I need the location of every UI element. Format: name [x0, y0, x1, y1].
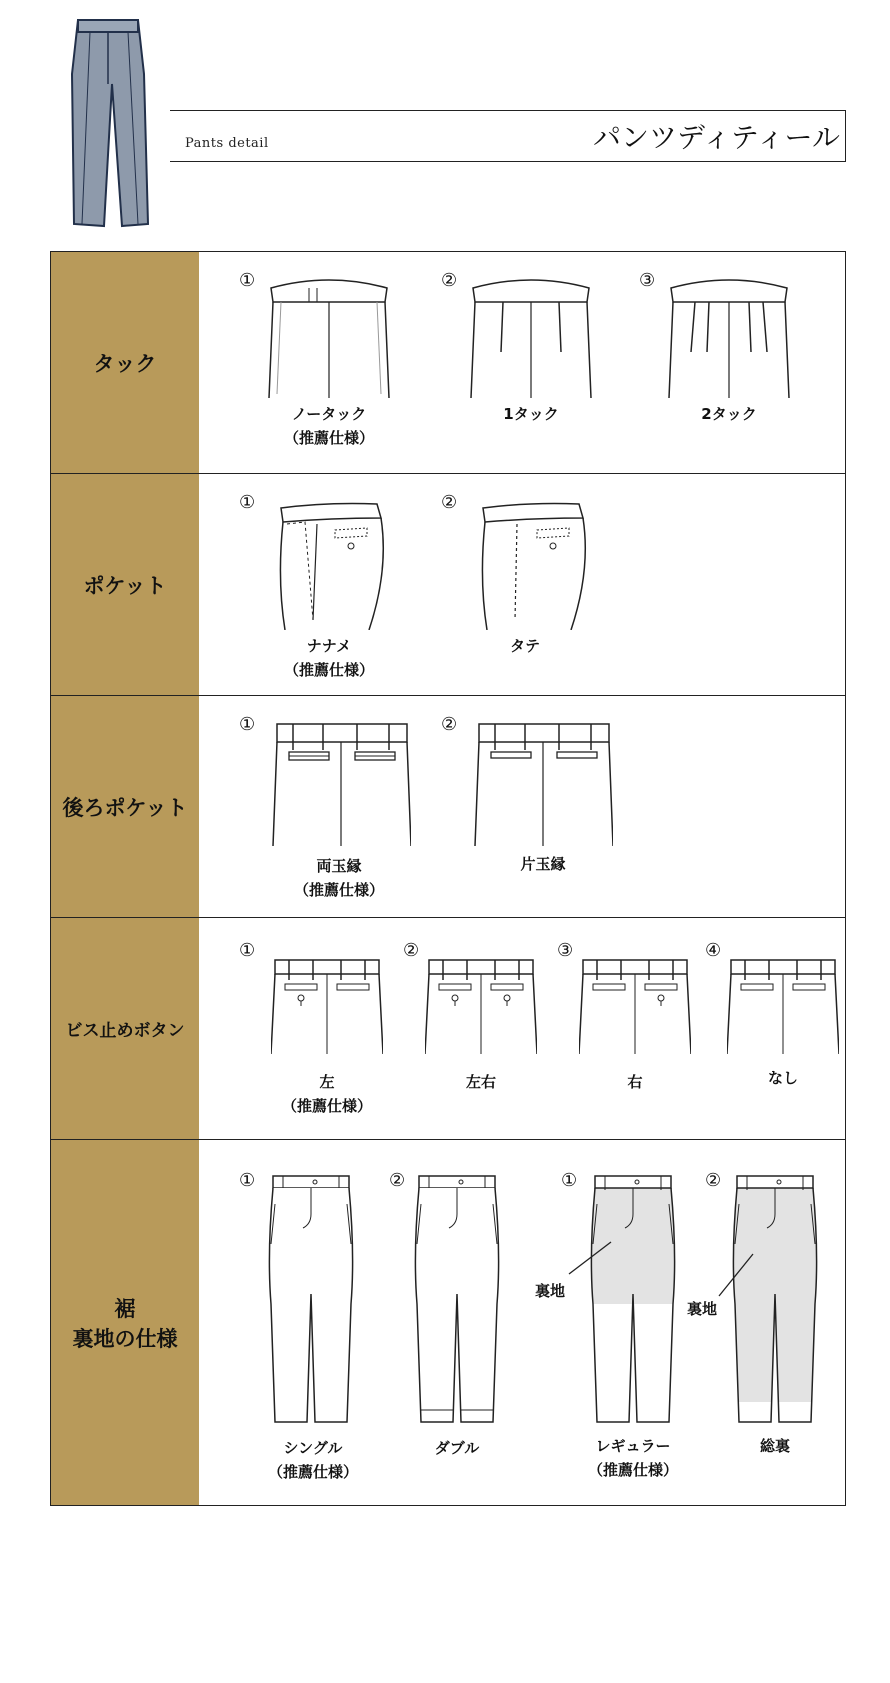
hero-trousers-illustration — [60, 14, 160, 236]
lining-pointer-icon — [567, 1238, 615, 1278]
lining-pointer-icon — [717, 1250, 757, 1300]
option-number: ① — [239, 940, 256, 961]
tuck-two-icon — [667, 274, 791, 398]
row-back-pocket — [51, 696, 846, 918]
button-both-icon — [425, 958, 537, 1054]
hem-single-icon — [267, 1174, 355, 1424]
row-label — [51, 1140, 200, 1506]
row-content — [199, 696, 846, 918]
option-caption: 片玉縁 — [520, 855, 566, 873]
option-caption: ダブル — [434, 1439, 480, 1457]
back-double-welt-icon — [271, 720, 411, 846]
trousers-icon — [60, 14, 160, 236]
option-number: ④ — [705, 940, 722, 961]
tuck-one-icon — [469, 274, 593, 398]
option-number: ③ — [557, 940, 574, 961]
lining-label: 裏地 — [687, 1300, 718, 1318]
row-pocket — [51, 474, 846, 696]
option-caption: ノータック （推薦仕様） — [283, 405, 374, 447]
option-number: ② — [389, 1170, 406, 1191]
row-label-line2: 裏地の仕様 — [72, 1326, 178, 1351]
option-number: ② — [441, 270, 458, 291]
row-content — [199, 252, 846, 474]
option-number: ① — [239, 714, 256, 735]
option-number: ② — [441, 492, 458, 513]
slant-pocket-icon — [277, 500, 387, 630]
row-label: ポケット — [51, 474, 200, 696]
tuck-no-icon — [267, 274, 391, 398]
row-tuck — [51, 252, 846, 474]
option-number: ① — [561, 1170, 578, 1191]
option-number: ② — [705, 1170, 722, 1191]
lining-regular-icon — [589, 1174, 677, 1424]
vertical-pocket-icon — [479, 500, 589, 630]
option-caption: タテ — [509, 637, 540, 655]
option-number: ① — [239, 270, 256, 291]
row-button — [51, 918, 846, 1140]
option-caption: なし — [767, 1069, 798, 1087]
option-caption: シングル （推薦仕様） — [267, 1439, 358, 1481]
option-number: ② — [403, 940, 420, 961]
subtitle-en: Pants detail — [185, 136, 269, 151]
back-single-welt-icon — [473, 720, 613, 846]
row-label: 後ろポケット — [51, 696, 200, 918]
option-number: ① — [239, 492, 256, 513]
option-caption: 1タック — [503, 405, 559, 423]
button-none-icon — [727, 958, 839, 1054]
option-caption: ナナメ （推薦仕様） — [283, 637, 374, 679]
option-caption: レギュラー （推薦仕様） — [587, 1437, 678, 1479]
option-caption: 総裏 — [759, 1437, 790, 1455]
button-left-icon — [271, 958, 383, 1054]
option-caption: 右 — [627, 1073, 643, 1091]
row-content — [199, 474, 846, 696]
hem-double-icon — [413, 1174, 501, 1424]
button-right-icon — [579, 958, 691, 1054]
page-title: パンツディティール — [593, 121, 840, 154]
row-content — [199, 918, 846, 1140]
option-caption: 左 （推薦仕様） — [281, 1073, 372, 1115]
option-caption: 2タック — [701, 405, 757, 423]
row-label: タック — [51, 252, 200, 474]
option-number: ③ — [639, 270, 656, 291]
option-number: ① — [239, 1170, 256, 1191]
spec-table — [50, 251, 846, 1506]
row-content — [199, 1140, 846, 1506]
row-hem-lining — [51, 1140, 846, 1506]
option-caption: 左右 — [465, 1073, 496, 1091]
row-label-line1: 裾 — [114, 1296, 136, 1321]
option-number: ② — [441, 714, 458, 735]
lining-label: 裏地 — [535, 1282, 566, 1300]
option-caption: 両玉縁 （推薦仕様） — [293, 857, 384, 899]
row-label: ビス止めボタン — [51, 918, 200, 1140]
